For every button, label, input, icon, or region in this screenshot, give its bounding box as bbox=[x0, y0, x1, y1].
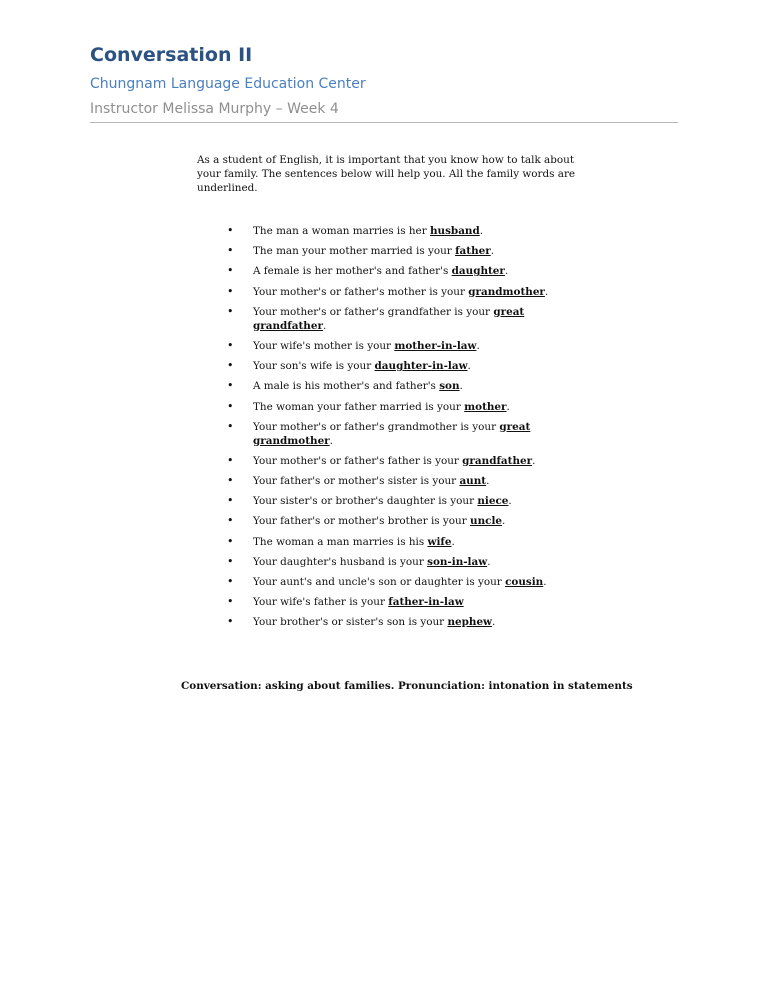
list-item bbox=[227, 535, 557, 549]
bullet-icon: • bbox=[227, 284, 234, 298]
family-word: uncle bbox=[470, 515, 503, 528]
list-item bbox=[227, 305, 557, 333]
family-word: father-in-law bbox=[388, 596, 464, 609]
sentence-text: Your mother's or father's grandmother is your bbox=[253, 420, 500, 433]
bullet-icon: • bbox=[227, 595, 234, 609]
sentence-text: Your mother's or father's grandfather is your bbox=[253, 305, 494, 318]
sentence-end: . bbox=[502, 515, 506, 528]
bullet-icon: • bbox=[227, 264, 234, 278]
list-item bbox=[227, 474, 557, 488]
sentence-text: The woman a man marries is his bbox=[253, 535, 428, 548]
sentence-text: The man your mother married is your bbox=[253, 245, 456, 258]
family-word: mother-in-law bbox=[394, 339, 477, 352]
family-word: mother bbox=[464, 400, 507, 413]
list-item bbox=[227, 615, 557, 629]
sentence-text: Your father's or mother's sister is your bbox=[253, 475, 460, 488]
list-item bbox=[227, 379, 557, 393]
organization-name: Chungnam Language Education Center bbox=[90, 76, 366, 92]
family-word: wife bbox=[427, 535, 452, 548]
family-word: husband bbox=[429, 225, 480, 237]
sentence-end: . bbox=[451, 535, 455, 548]
page-title: Conversation II bbox=[90, 44, 253, 66]
bullet-icon: • bbox=[227, 304, 234, 318]
list-item bbox=[227, 555, 557, 569]
document-header bbox=[90, 40, 678, 123]
sentence-end: . bbox=[532, 454, 536, 467]
bullet-icon: • bbox=[227, 379, 234, 393]
sentence-text: The woman your father married is your bbox=[253, 400, 465, 413]
sentence-end: . bbox=[544, 285, 549, 298]
sentence-end: . bbox=[492, 616, 496, 629]
sentence-text: Your mother's or father's father is your bbox=[253, 454, 463, 467]
sentence-end: . bbox=[487, 555, 491, 568]
list-item bbox=[227, 420, 557, 448]
sentence-text: Your daughter's husband is your bbox=[253, 555, 428, 568]
family-word: son bbox=[439, 380, 460, 393]
family-word: grandmother bbox=[468, 285, 545, 298]
bullet-icon: • bbox=[227, 359, 234, 373]
bullet-icon: • bbox=[227, 338, 234, 352]
family-word: nephew bbox=[447, 616, 492, 629]
conversation-heading: Conversation: asking about families. Pronunciation: intonation in statements bbox=[181, 680, 633, 692]
sentence-text: Your wife's mother is your bbox=[253, 339, 395, 352]
list-item bbox=[227, 244, 557, 258]
list-item bbox=[227, 339, 557, 353]
family-word: daughter-in-law bbox=[374, 360, 468, 373]
sentence-text: A male is his mother's and father's bbox=[253, 380, 440, 393]
bullet-icon: • bbox=[227, 514, 234, 528]
sentence-text: Your sister's or brother's daughter is your bbox=[253, 495, 478, 508]
bullet-icon: • bbox=[227, 474, 234, 488]
sentence-end: . bbox=[508, 495, 512, 508]
family-word: great grandmother bbox=[253, 420, 531, 447]
sentence-text: Your mother's or father's mother is your bbox=[253, 285, 469, 298]
list-item bbox=[227, 400, 557, 414]
instructor-line: Instructor Melissa Murphy – Week 4 bbox=[90, 98, 678, 123]
sentence-text: Your brother's or sister's son is your bbox=[253, 616, 448, 629]
bullet-icon: • bbox=[227, 534, 234, 548]
list-item bbox=[227, 359, 557, 373]
sentence-end: . bbox=[506, 400, 510, 413]
sentence-text: Your aunt's and uncle's son or daughter is your bbox=[253, 576, 506, 588]
bullet-icon: • bbox=[227, 494, 234, 508]
bullet-icon: • bbox=[227, 615, 234, 629]
sentence-end: . bbox=[322, 319, 327, 332]
sentence-end: . bbox=[467, 360, 471, 373]
list-item bbox=[227, 514, 557, 528]
family-word: son-in-law bbox=[427, 555, 488, 568]
family-word: grandfather bbox=[462, 454, 533, 467]
sentence-text: Your wife's father is your bbox=[253, 596, 389, 609]
bullet-icon: • bbox=[227, 453, 234, 467]
sentence-end: . bbox=[504, 265, 509, 278]
family-word: father bbox=[455, 245, 491, 258]
intro-paragraph: As a student of English, it is important that you know how to talk about your family. The sentences below will help you. All the family words are underlined. bbox=[197, 154, 576, 194]
list-item bbox=[227, 454, 557, 468]
list-item bbox=[227, 264, 557, 278]
sentence-text: The man a woman marries is her bbox=[253, 225, 430, 237]
sentence-end: . bbox=[543, 576, 547, 588]
sentence-end: . bbox=[490, 245, 495, 258]
family-word: cousin bbox=[505, 576, 544, 588]
family-word: daughter bbox=[451, 265, 505, 278]
sentence-end: . bbox=[459, 380, 463, 393]
sentence-end: . bbox=[486, 475, 490, 488]
bullet-icon: • bbox=[227, 399, 234, 413]
family-word: niece bbox=[477, 495, 509, 508]
bullet-icon: • bbox=[227, 244, 234, 258]
list-item bbox=[227, 285, 557, 299]
list-item bbox=[227, 575, 557, 589]
sentence-text: Your son's wife is your bbox=[253, 360, 375, 373]
list-item bbox=[227, 224, 557, 238]
bullet-icon: • bbox=[227, 575, 234, 588]
list-item bbox=[227, 595, 557, 609]
sentence-end: . bbox=[476, 339, 480, 352]
sentence-text: A female is her mother's and father's bbox=[253, 265, 452, 278]
family-words-list bbox=[227, 224, 557, 636]
sentence-text: Your father's or mother's brother is your bbox=[253, 515, 471, 528]
bullet-icon: • bbox=[227, 419, 234, 433]
bullet-icon: • bbox=[227, 554, 234, 568]
family-word: aunt bbox=[459, 475, 487, 488]
list-item bbox=[227, 494, 557, 508]
family-word: great grandfather bbox=[253, 305, 525, 332]
sentence-end: . bbox=[479, 225, 484, 237]
bullet-icon: • bbox=[227, 224, 234, 237]
sentence-end: . bbox=[329, 434, 333, 447]
